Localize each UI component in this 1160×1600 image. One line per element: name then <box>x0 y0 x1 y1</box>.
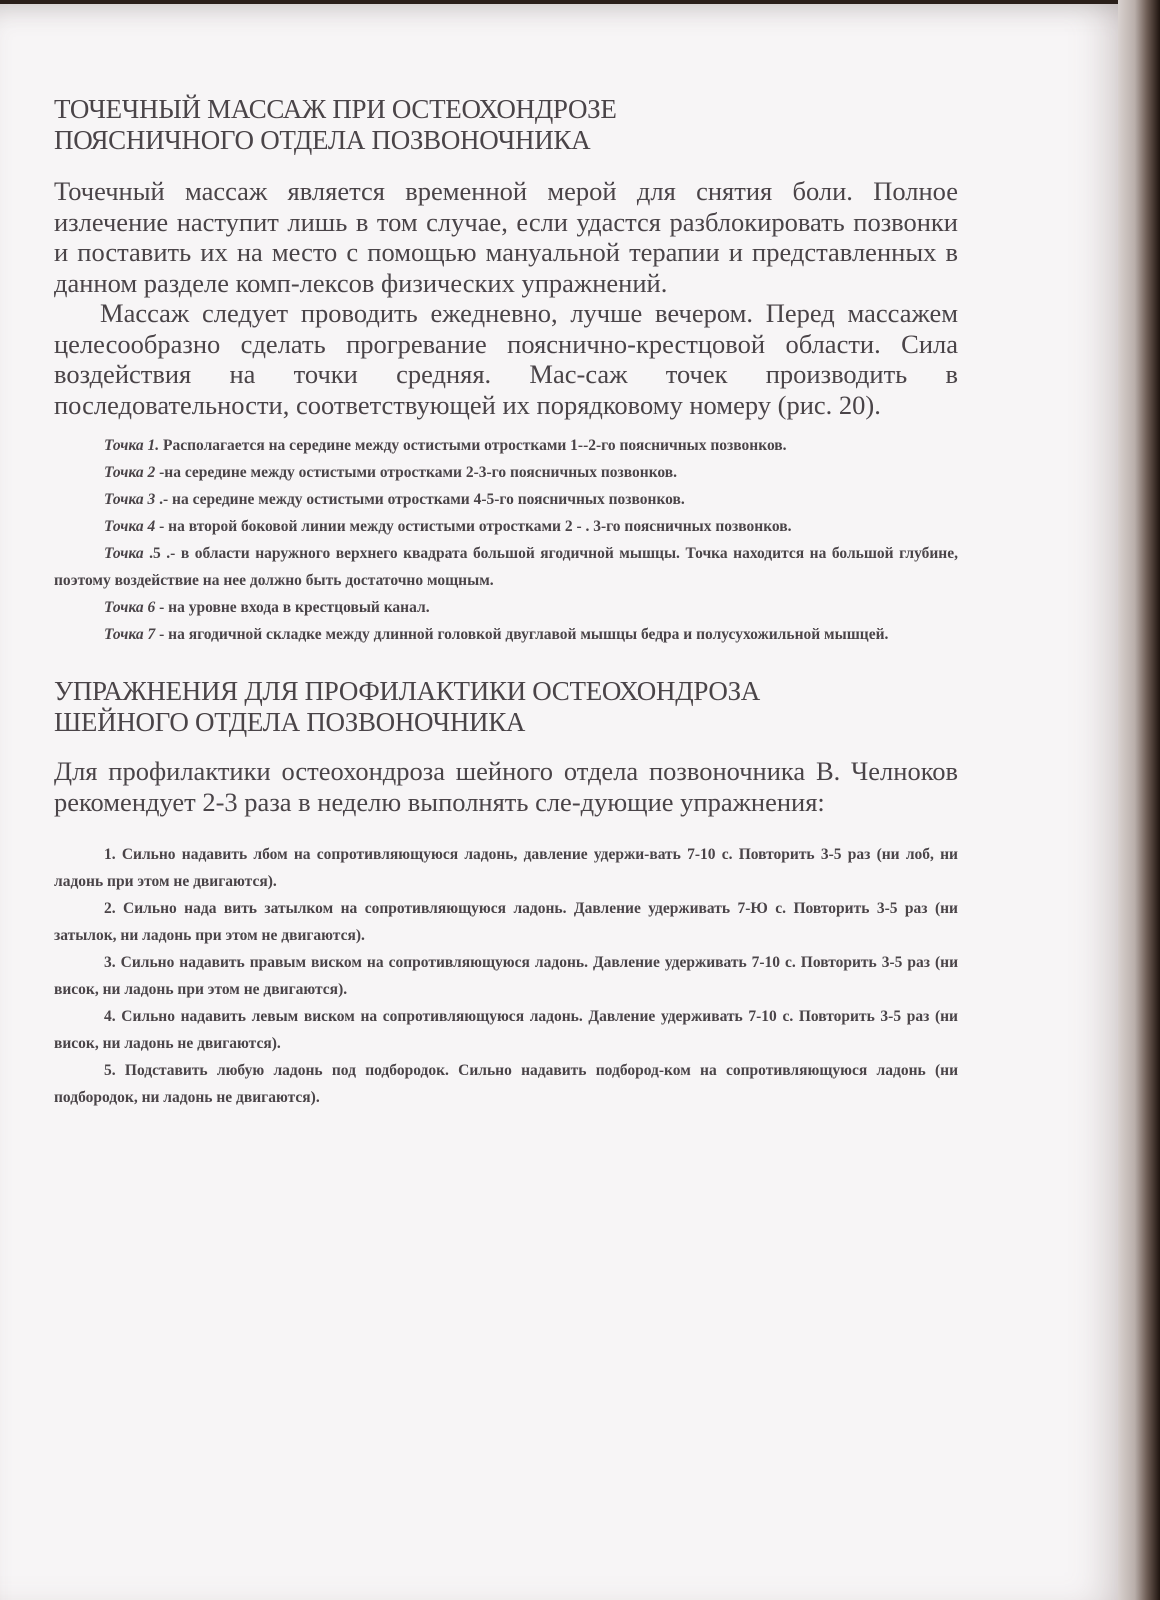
point-text: .5 .- в области наружного верхнего квадрата большой ягодичной мышцы. Точка находится на большой глубине, поэтому воздействие на нее должно быть достаточно мощным. <box>54 545 958 589</box>
book-page <box>0 4 1122 1600</box>
section-title-massage <box>54 94 958 156</box>
point-text: -на середине между остистыми отростками 2-3-го поясничных позвонков. <box>155 464 678 481</box>
list-item: 5. Подставить любую ладонь под подбородок. Сильно надавить подбород-ком на сопротивляющуюся ладонь (ни подбородок, ни ладонь не двигаются). <box>54 1062 958 1106</box>
point-term: Точка 2 <box>104 464 156 481</box>
list-item: 1. Сильно надавить лбом на сопротивляющуюся ладонь, давление удержи-вать 7-10 с. Повторить 3-5 раз (ни лоб, ни ладонь при этом не двигаются). <box>54 846 958 890</box>
point-term: Точка <box>104 545 144 562</box>
point-text: .- на середине между остистыми отростками 4-5-го поясничных позвонков. <box>155 491 685 508</box>
list-item: 3. Сильно надавить правым виском на сопротивляющуюся ладонь. Давление удерживать 7-10 с. Повторить 3-5 раз (ни висок, ни ладонь при этом не двигаются). <box>54 954 958 998</box>
list-item <box>54 513 958 540</box>
exercises-intro: Для профилактики остеохондроза шейного отдела позвоночника В. Челноков рекомендует 2-3 раза в неделю выполнять сле-дующие упражнения: <box>54 756 958 817</box>
point-term: Точка 6 <box>104 599 156 616</box>
point-term: Точка 7 <box>104 626 156 643</box>
massage-points-list <box>54 432 958 648</box>
point-text: - на уровне входа в крестцовый канал. <box>155 599 430 616</box>
point-term: Точка 4 <box>104 518 156 535</box>
section-title-exercises <box>54 676 958 738</box>
point-text: Располагается на середине между остистыми отростками 1--2-го поясничных позвонков. <box>159 437 787 454</box>
title-line: ТОЧЕЧНЫЙ МАССАЖ ПРИ ОСТЕОХОНДРОЗЕ <box>54 94 617 124</box>
list-item <box>54 621 958 648</box>
point-term: Точка 3 <box>104 491 156 508</box>
title-line: ПОЯСНИЧНОГО ОТДЕЛА ПОЗВОНОЧНИКА <box>54 125 591 155</box>
list-item: 4. Сильно надавить левым виском на сопротивляющуюся ладонь. Давление удерживать 7-10 с. Повторить 3-5 раз (ни висок, ни ладонь не двигаются). <box>54 1008 958 1052</box>
list-item <box>54 459 958 486</box>
list-item <box>54 594 958 621</box>
page-edge <box>1118 0 1160 1600</box>
title-line: ШЕЙНОГО ОТДЕЛА ПОЗВОНОЧНИКА <box>54 707 526 737</box>
point-term: Точка 1. <box>104 437 160 454</box>
paragraph: Точечный массаж является временной мерой для снятия боли. Полное излечение наступит лишь в том случае, если удастся разблокировать позвонки и поставить их на место с помощью мануальной терапии и представленных в данном разделе комп-лексов физических упражнений. <box>54 176 958 298</box>
page-content <box>54 94 958 1111</box>
list-item <box>54 540 958 594</box>
title-line: УПРАЖНЕНИЯ ДЛЯ ПРОФИЛАКТИКИ ОСТЕОХОНДРОЗА <box>54 676 760 706</box>
paragraph: Массаж следует проводить ежедневно, лучше вечером. Перед массажем целесообразно сделать прогревание пояснично-крестцовой области. Сила воздействия на точки средняя. Мас-саж точек производить в последовательности, соответствующей их порядковому номеру (рис. 20). <box>54 298 958 420</box>
point-text: - на второй боковой линии между остистыми отростками 2 - . 3-го поясничных позвонков. <box>155 518 792 535</box>
list-item <box>54 432 958 459</box>
massage-intro <box>54 176 958 420</box>
list-item <box>54 486 958 513</box>
exercises-list <box>54 841 958 1111</box>
list-item: 2. Сильно нада вить затылком на сопротивляющуюся ладонь. Давление удерживать 7-Ю с. Повторить 3-5 раз (ни затылок, ни ладонь при этом не двигаются). <box>54 900 958 944</box>
point-text: - на ягодичной складке между длинной головкой двуглавой мышцы бедра и полусухожильной мышцей. <box>155 626 889 643</box>
